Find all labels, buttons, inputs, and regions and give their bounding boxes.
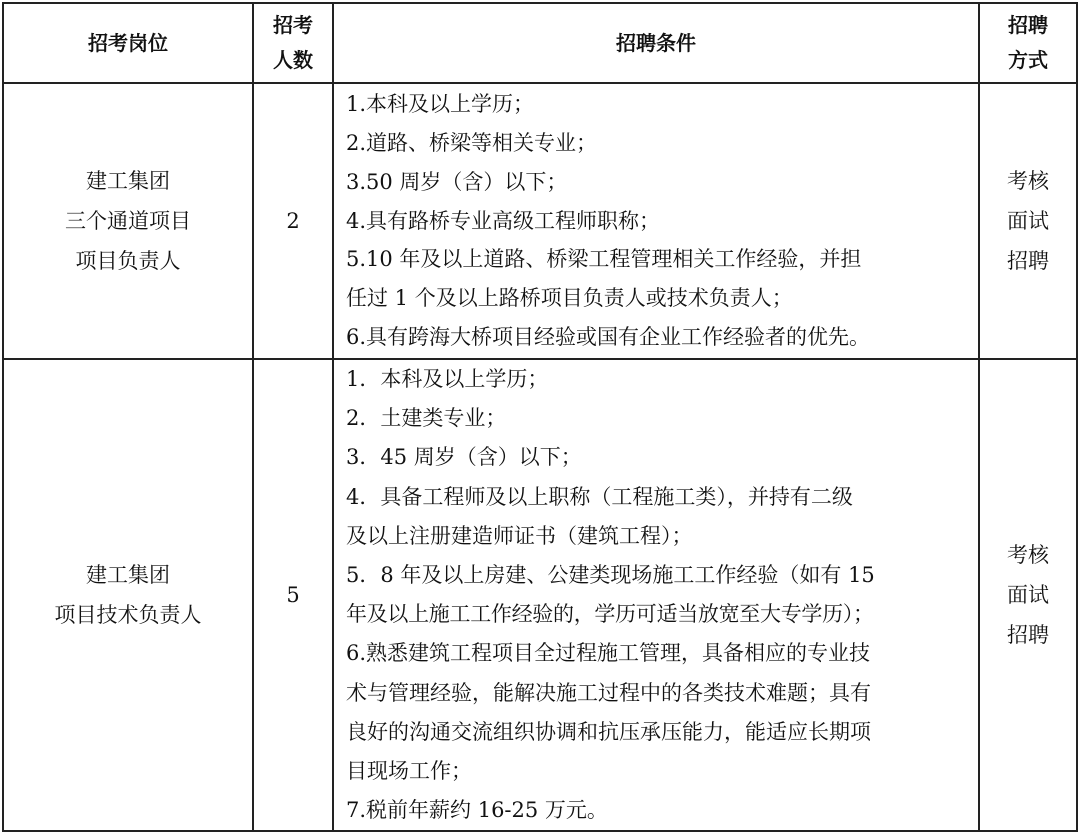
condition-line: 2.道路、桥梁等相关专业；	[346, 131, 598, 155]
header-method-line2: 方式	[1008, 48, 1048, 72]
position-cell	[3, 359, 253, 831]
method-line: 面试	[1007, 583, 1049, 608]
condition-line: 3．45 周岁（含）以下；	[346, 445, 582, 470]
condition-line: 6.具有跨海大桥项目经验或国有企业工作经验者的优先。	[346, 324, 871, 349]
condition-line: 1．本科及以上学历；	[346, 367, 549, 391]
condition-line: 1.本科及以上学历；	[346, 92, 535, 117]
condition-line: 2．土建类专业；	[346, 406, 507, 431]
method-line: 面试	[1007, 209, 1049, 233]
header-count-line1: 招考	[273, 13, 313, 37]
position-cell	[3, 83, 253, 359]
condition-line: 任过 1 个及以上路桥项目负责人或技术负责人；	[346, 286, 793, 311]
header-method-line1: 招聘	[1008, 13, 1048, 37]
header-method	[979, 3, 1077, 83]
condition-line: 4.具有路桥专业高级工程师职称；	[346, 208, 661, 233]
table-header-row	[3, 3, 1077, 83]
position-line: 项目负责人	[75, 249, 181, 273]
condition-line: 良好的沟通交流组织协调和抗压承压能力，能适应长期项	[346, 719, 871, 744]
method-line: 招聘	[1007, 249, 1049, 273]
count-cell	[253, 83, 333, 359]
header-conditions-label: 招聘条件	[616, 30, 696, 55]
conditions-cell	[333, 359, 979, 831]
method-line: 考核	[1007, 169, 1049, 193]
method-line: 招聘	[1007, 623, 1049, 648]
condition-line: 5.10 年及以上道路、桥梁工程管理相关工作经验，并担	[346, 247, 862, 272]
method-cell	[979, 359, 1077, 831]
conditions-cell	[333, 83, 979, 359]
condition-line: 及以上注册建造师证书（建筑工程）；	[346, 523, 693, 548]
table-row	[3, 359, 1077, 831]
position-line: 建工集团	[86, 169, 170, 193]
condition-line: 6.熟悉建筑工程项目全过程施工管理，具备相应的专业技	[346, 641, 871, 666]
condition-line: 7.税前年薪约 16-25 万元。	[346, 798, 608, 823]
count-value: 5	[286, 583, 300, 608]
condition-line: 3.50 周岁（含）以下；	[346, 169, 568, 194]
header-count-line2: 人数	[273, 48, 313, 72]
position-line: 建工集团	[86, 563, 170, 588]
header-count	[253, 3, 333, 83]
condition-line: 年及以上施工工作经验的，学历可适当放宽至大专学历）；	[346, 602, 874, 627]
count-value: 2	[286, 209, 300, 233]
condition-line: 术与管理经验，能解决施工过程中的各类技术难题；具有	[346, 680, 871, 705]
position-line: 项目技术负责人	[54, 603, 202, 628]
recruitment-table	[2, 2, 1078, 832]
condition-line: 4．具备工程师及以上职称（工程施工类），并持有二级	[346, 484, 853, 509]
table-row	[3, 83, 1077, 359]
header-position	[3, 3, 253, 83]
header-conditions	[333, 3, 979, 83]
method-line: 考核	[1007, 543, 1049, 568]
header-position-label: 招考岗位	[88, 30, 168, 55]
condition-line: 目现场工作；	[346, 759, 472, 784]
position-line: 三个通道项目	[65, 209, 191, 233]
count-cell	[253, 359, 333, 831]
method-cell	[979, 83, 1077, 359]
condition-line: 5．8 年及以上房建、公建类现场施工工作经验（如有 15	[346, 563, 875, 588]
